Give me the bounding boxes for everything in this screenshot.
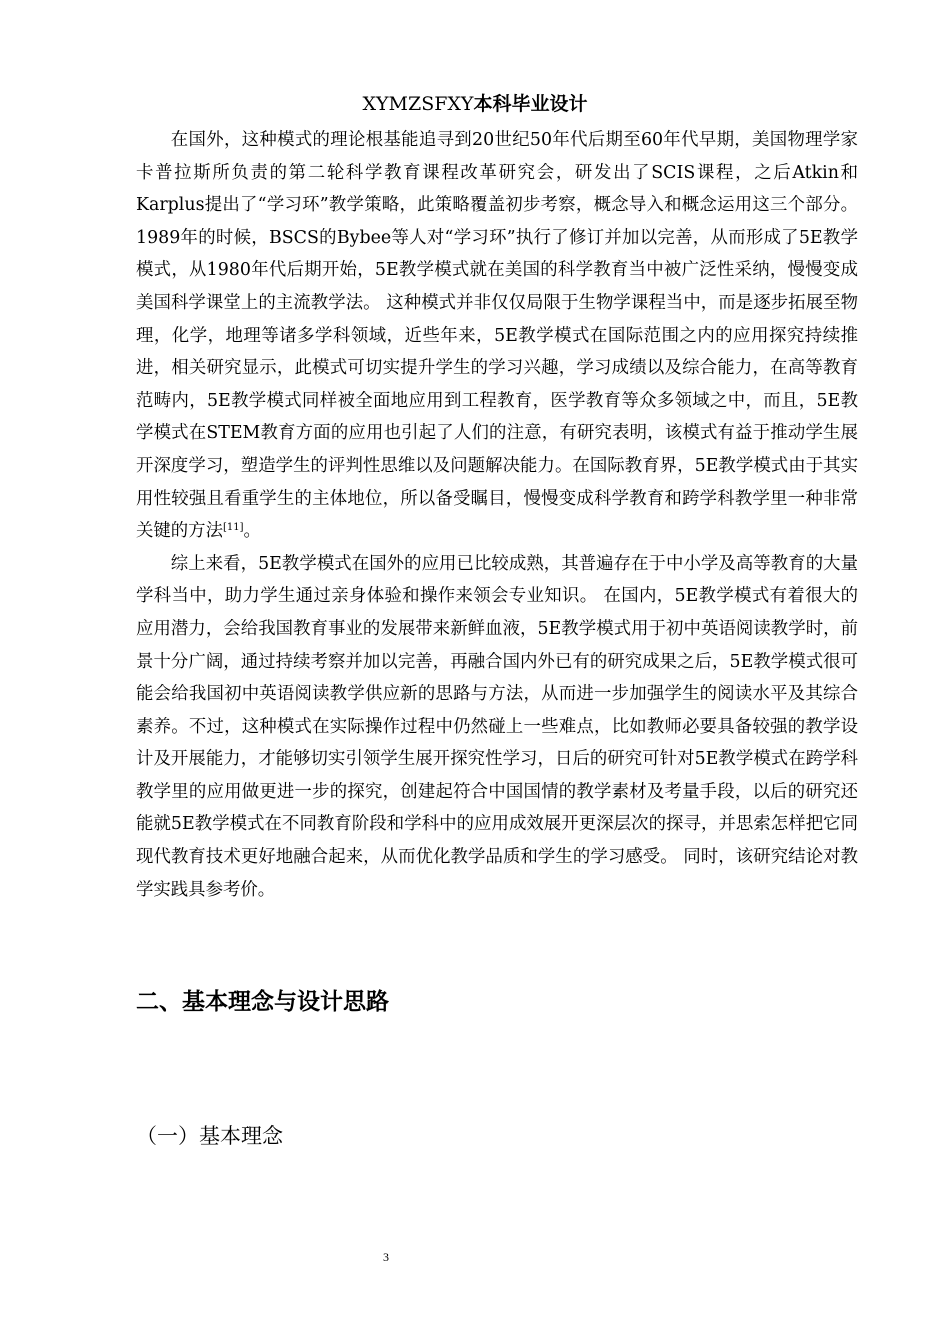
header-title: 本科毕业设计 [473,93,588,115]
page-number: 3 [383,1250,389,1264]
paragraph-1-end: 。 [243,521,261,542]
paragraph-1-text: 在国外，这种模式的理论根基能追寻到20世纪50年代后期至60年代早期，美国物理学家卡普拉斯所负责的第二轮科学教育课程改革研究会，研发出了SCIS课程，之后Atkin和Karplus提出了“学习环”教学策略，此策略覆盖初步考察，概念导入和概念运用这三个部分。1989年的时候，BSCS的Bybee等人对“学习环”执行了修订并加以完善，从而形成了5E教学模式，从1980年代后期开始，5E教学模式就在美国的科学教育当中被广泛性采纳，慢慢变成美国科学课堂上的主流教学法。 这种模式并非仅仅局限于生物学课程当中，而是逐步拓展至物理，化学，地理等诸多学科领域，近些年来，5E教学模式在国际范围之内的应用探究持续推进，相关研究显示，此模式可切实提升学生的学习兴趣，学习成绩以及综合能力，在高等教育范畴内，5E教学模式同样被全面地应用到工程教育，医学教育等众多领域之中，而且，5E教学模式在STEM教育方面的应用也引起了人们的注意，有研究表明，该模式有益于推动学生展开深度学习，塑造学生的评判性思维以及问题解决能力。在国际教育界，5E教学模式由于其实用性较强且看重学生的主体地位，所以备受瞩目，慢慢变成科学教育和跨学科教学里一种非常关键的方法 [136,130,858,542]
body-text [136,124,858,906]
section-heading: 二、基本理念与设计思路 [136,989,389,1015]
paragraph-2 [136,548,858,907]
paragraph-1 [136,124,858,548]
subsection-heading: （一）基本理念 [136,1124,283,1148]
header-code: XYMZSFXY [362,93,474,115]
page-header [0,92,950,116]
paragraph-2-text: 综上来看，5E教学模式在国外的应用已比较成熟，其普遍存在于中小学及高等教育的大量学科当中，助力学生通过亲身体验和操作来领会专业知识。 在国内，5E教学模式有着很大的应用潜力，会给我国教育事业的发展带来新鲜血液，5E教学模式用于初中英语阅读教学时，前景十分广阔，通过持续考察并加以完善，再融合国内外已有的研究成果之后，5E教学模式很可能会给我国初中英语阅读教学供应新的思路与方法，从而进一步加强学生的阅读水平及其综合素养。不过，这种模式在实际操作过程中仍然碰上一些难点，比如教师必要具备较强的教学设计及开展能力，才能够切实引领学生展开探究性学习，日后的研究可针对5E教学模式在跨学科教学里的应用做更进一步的探究，创建起符合中国国情的教学素材及考量手段，以后的研究还能就5E教学模式在不同教育阶段和学科中的应用成效展开更深层次的探寻，并思索怎样把它同现代教育技术更好地融合起来，从而优化教学品质和学生的学习感受。 同时，该研究结论对教学实践具参考价。 [136,553,858,900]
citation-mark: [11] [222,522,244,534]
